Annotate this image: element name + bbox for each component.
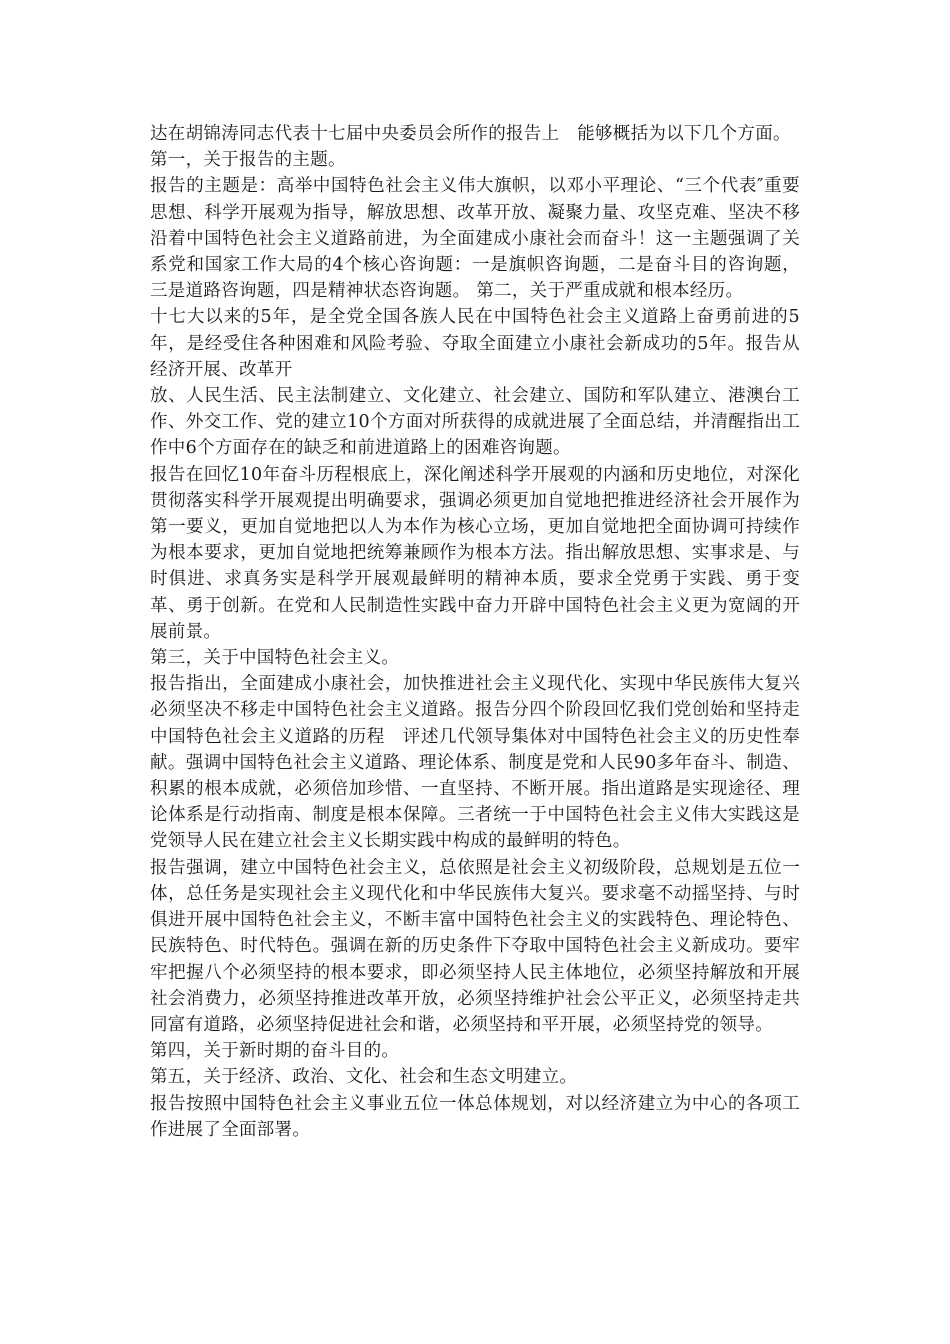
paragraph-five-years: 十七大以来的5年，是全党全国各族人民在中国特色社会主义道路上奋勇前进的5年，是经受住各种困难和风险考验、夺取全面建立小康社会新成功的5年。报告从经济开展、改革开 <box>150 307 800 380</box>
paragraph-intro: 达在胡锦涛同志代表十七届中央委员会所作的报告上 能够概括为以下几个方面。 <box>150 124 791 144</box>
paragraph-achievements: 放、人民生活、民主法制建立、文化建立、社会建立、国防和军队建立、港澳台工作、外交工作、党的建立10个方面对所获得的成就进展了全面总结，并清醒指出工作中6个方面存在的缺乏和前进道路上的困难咨询题。 <box>150 386 800 459</box>
paragraph-five-in-one: 报告按照中国特色社会主义事业五位一体总体规划，对以经济建立为中心的各项工作进展了全面部署。 <box>150 1093 800 1140</box>
section-heading-first: 第一，关于报告的主题。 <box>150 150 346 171</box>
section-heading-third: 第三，关于中国特色社会主义。 <box>150 648 400 669</box>
paragraph-theme: 报告的主题是：高举中国特色社会主义伟大旗帜，以邓小平理论、“三个代表″重要思想、科学开展观为指导，解放思想、改革开放、凝聚力量、攻坚克难、坚决不移沿着中国特色社会主义道路前进，为全面建成小康社会而奋斗！这一主题强调了关系党和国家工作大局的4个核心咨询题：一是旗帜咨询题，二是奋斗目的咨询题，三是道路咨询题，四是精神状态咨询题。 第二，关于严重成就和根本经历。 <box>150 176 800 302</box>
paragraph-socialism-path: 报告指出，全面建成小康社会，加快推进社会主义现代化、实现中华民族伟大复兴 必须坚决不移走中国特色社会主义道路。报告分四个阶段回忆我们党创始和坚持走中国特色社会主义道路的历程 评述几代领导集体对中国特色社会主义的历史性奉献。强调中国特色社会主义道路、理论体系、制度是党和人民90多年奋斗、制造、积累的根本成就，必须倍加珍惜、一直坚持、不断开展。指出道路是实现途径、理论体系是行动指南、制度是根本保障。三者统一于中国特色社会主义伟大实践这是党领导人民在建立社会主义长期实践中构成的最鲜明的特色。 <box>150 674 818 852</box>
paragraph-scientific-development: 报告在回忆10年奋斗历程根底上，深化阐述科学开展观的内涵和历史地位，对深化贯彻落实科学开展观提出明确要求，强调必须更加自觉地把推进经济社会开展作为第一要义，更加自觉地把以人为本作为核心立场，更加自觉地把全面协调可持续作为根本要求，更加自觉地把统筹兼顾作为根本方法。指出解放思想、实事求是、与时俱进、求真务实是科学开展观最鲜明的精神本质，要求全党勇于实践、勇于变革、勇于创新。在党和人民制造性实践中奋力开辟中国特色社会主义更为宽阔的开展前景。 <box>150 464 800 642</box>
document-page <box>150 121 818 1143</box>
paragraph-eight-requirements: 报告强调，建立中国特色社会主义，总依照是社会主义初级阶段，总规划是五位一体，总任务是实现社会主义现代化和中华民族伟大复兴。要求毫不动摇坚持、与时俱进开展中国特色社会主义，不断丰富中国特色社会主义的实践特色、理论特色、民族特色、时代特色。强调在新的历史条件下夺取中国特色社会主义新成功。要牢牢把握八个必须坚持的根本要求，即必须坚持人民主体地位，必须坚持解放和开展社会消费力，必须坚持推进改革开放，必须坚持维护社会公平正义，必须坚持走共同富有道路，必须坚持促进社会和谐，必须坚持和平开展，必须坚持党的领导。 <box>150 857 800 1035</box>
section-heading-fourth: 第四，关于新时期的奋斗目的。 <box>150 1041 400 1062</box>
section-heading-fifth: 第五，关于经济、政治、文化、社会和生态文明建立。 <box>150 1067 578 1088</box>
